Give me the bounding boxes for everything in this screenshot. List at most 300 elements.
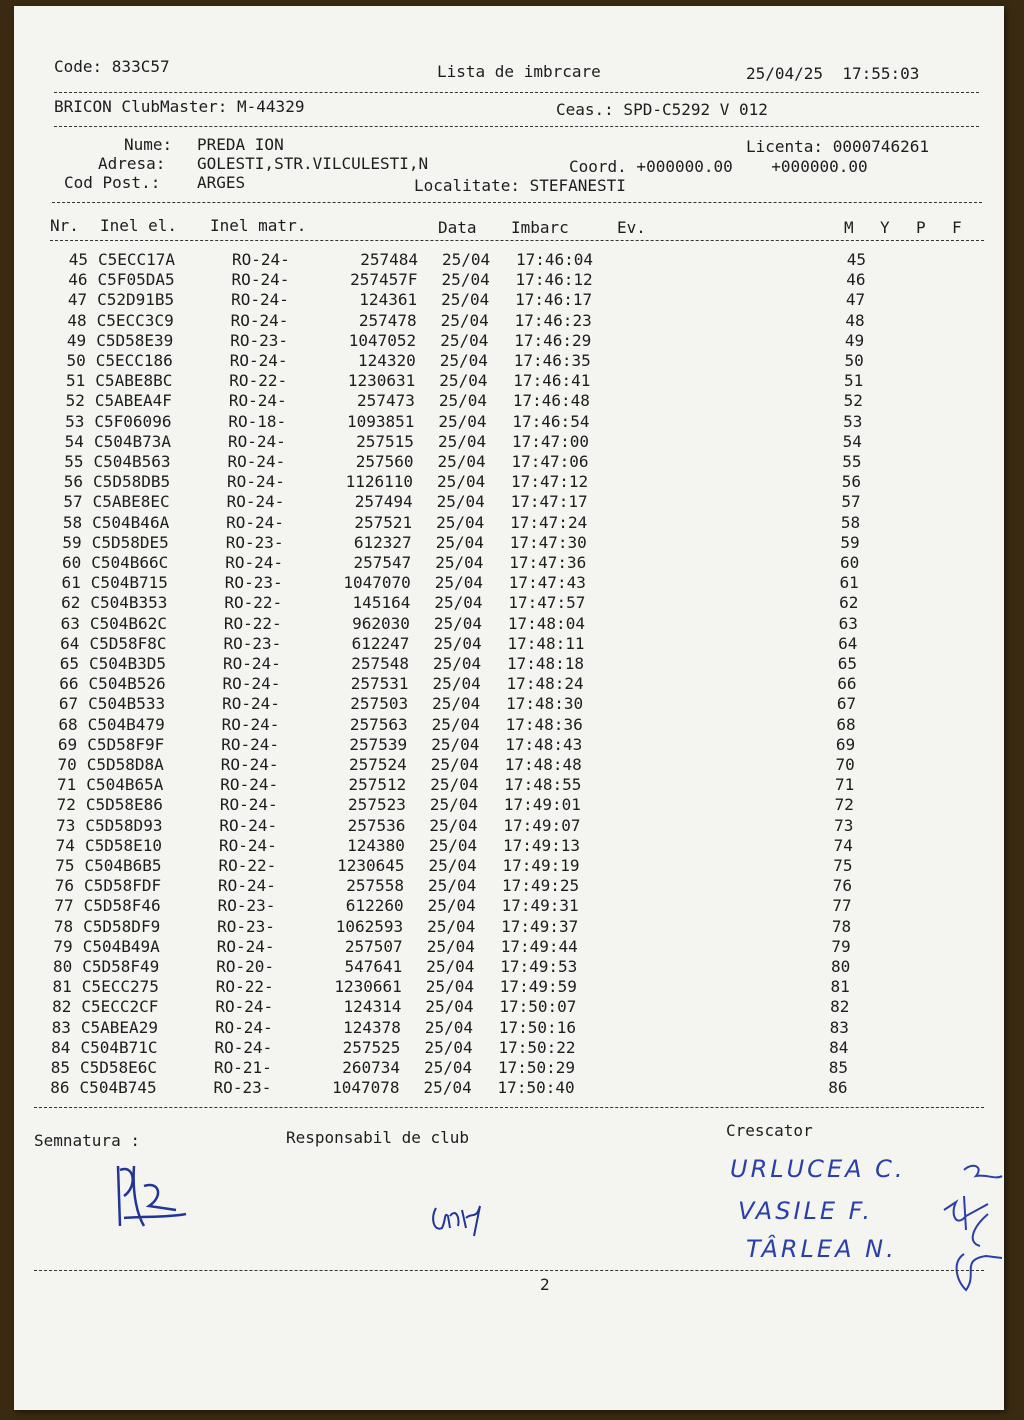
embark-time: 17:49:59 [499,977,577,997]
table-row [50,694,890,714]
embark-date: 25/04 [423,1078,472,1098]
embark-date: 25/04 [424,1037,473,1057]
ring-number: 1230631 [347,371,416,391]
table-row [57,391,897,411]
position-m: 53 [843,411,863,431]
embark-time: 17:47:06 [511,452,589,471]
electronic-ring: C5ECC275 [81,977,159,997]
table-row [56,412,896,432]
position-m: 56 [841,472,862,492]
embark-time: 17:49:19 [502,856,580,875]
table-row [46,896,886,916]
col-f: F [952,218,962,237]
ring-prefix: RO-23- [217,896,276,916]
row-number: 51 [66,371,86,391]
table-row [47,816,887,836]
ring-prefix: RO-22- [229,371,288,391]
position-m: 52 [843,391,863,411]
row-number: 81 [52,977,72,997]
embark-date: 25/04 [434,593,483,613]
divider [54,126,979,127]
electronic-ring: C504B745 [79,1078,157,1098]
embark-date: 25/04 [430,755,479,774]
table-row [47,836,887,856]
electronic-ring: C504B563 [93,452,171,471]
position-m: 60 [839,553,860,572]
ring-prefix: RO-24- [227,472,285,492]
ring-prefix: RO-24- [215,997,274,1017]
position-m: 82 [830,997,850,1017]
electronic-ring: C5D58DF9 [83,916,161,936]
position-m: 64 [838,633,858,653]
table-row [44,977,884,997]
ring-number: 257531 [350,674,409,694]
table-row [60,250,900,270]
table-row [48,795,888,815]
electronic-ring: C5ABEA29 [80,1017,158,1037]
position-m: 70 [835,755,855,774]
ring-number: 1047070 [343,573,411,593]
embark-date: 25/04 [424,1058,473,1077]
embark-time: 17:48:30 [506,694,584,714]
embark-time: 17:49:25 [502,876,580,896]
embark-date: 25/04 [433,613,483,633]
col-y: Y [880,218,890,237]
ring-prefix: RO-21- [214,1058,272,1077]
embark-time: 17:50:22 [498,1037,576,1057]
table-row [50,715,890,735]
embark-time: 17:49:07 [503,815,581,835]
table-row [56,432,896,452]
electronic-ring: C5D58D93 [85,815,163,835]
ring-number: 257560 [355,452,414,471]
document-title: Lista de imbrcare [437,62,601,81]
electronic-ring: C5ABE8EC [92,492,170,512]
electronic-ring: C5D58F49 [82,957,160,976]
ring-number: 547641 [344,957,403,976]
postal-code: ARGES [197,173,246,192]
position-m: 47 [845,290,866,310]
table-row [53,553,893,573]
embark-time: 17:46:17 [515,290,593,310]
embark-time: 17:50:40 [497,1078,575,1098]
position-m: 66 [837,674,857,694]
ring-number: 612260 [345,896,404,916]
ring-number: 1047078 [332,1078,400,1098]
embark-date: 25/04 [438,411,487,431]
row-number: 72 [56,795,76,815]
embark-time: 17:49:31 [501,896,579,916]
electronic-ring: C504B49A [82,936,160,956]
electronic-ring: C504B66C [91,553,169,572]
ring-number: 257525 [342,1037,401,1057]
ring-number: 124378 [343,1017,401,1037]
embark-time: 17:47:24 [510,512,588,532]
electronic-ring: C5D58FDF [84,876,162,896]
table-row [43,1018,883,1038]
position-m: 77 [832,896,852,916]
row-number: 71 [57,775,77,795]
electronic-ring: C5ABE8BC [95,371,173,391]
nume-label: Nume: [124,135,173,154]
col-inel-el: Inel el. [100,216,178,235]
club-responsible-label: Responsabil de club [286,1128,470,1147]
signature-left [104,1156,194,1236]
row-number: 65 [59,654,79,673]
clock-id: Ceas.: SPD-C5292 V 012 [556,100,768,119]
ring-number: 1230661 [334,977,402,997]
ring-number: 124314 [343,997,402,1017]
embark-date: 25/04 [430,775,479,795]
embark-time: 17:48:55 [504,775,582,795]
position-m: 59 [840,532,860,552]
row-number: 52 [65,391,85,411]
embark-time: 17:46:29 [514,330,592,350]
electronic-ring: C5D58E39 [96,330,174,350]
row-number: 83 [51,1017,71,1037]
ring-prefix: RO-24- [214,1017,273,1037]
embark-time: 17:46:12 [515,270,593,290]
electronic-ring: C504B533 [88,694,166,714]
ring-number: 124380 [347,835,405,855]
position-m: 83 [829,1017,849,1037]
electronic-ring: C5D58DB5 [93,472,171,492]
position-m: 58 [840,512,861,532]
position-m: 73 [834,815,854,835]
embark-date: 25/04 [427,916,476,936]
embark-date: 25/04 [428,856,477,875]
ring-prefix: RO-18- [228,411,287,431]
position-m: 67 [836,694,857,714]
embark-date: 25/04 [439,351,488,370]
codpost-label: Cod Post.: [64,173,161,192]
embark-date: 25/04 [428,876,477,896]
position-m: 62 [839,593,859,613]
position-m: 76 [832,876,853,896]
table-row [51,654,891,674]
embark-date: 25/04 [435,553,484,572]
embark-time: 17:48:18 [507,654,585,673]
ring-number: 257494 [354,492,413,512]
position-m: 54 [842,431,862,451]
signature-label: Semnatura : [34,1131,140,1150]
embark-time: 17:48:04 [507,613,585,633]
club-master: BRICON ClubMaster: M-44329 [54,97,305,116]
electronic-ring: C504B73A [93,431,171,451]
ring-number: 257524 [348,755,407,774]
table-row [46,876,886,896]
table-row [53,573,893,593]
embark-date: 25/04 [437,472,486,492]
ring-number: 257547 [353,553,412,572]
embark-date: 25/04 [437,452,486,471]
ring-number: 257521 [354,512,413,532]
ring-prefix: RO-24- [219,815,278,835]
position-m: 81 [830,977,850,997]
row-number: 63 [60,613,80,633]
row-number: 56 [63,472,84,492]
ring-number: 1126110 [345,472,414,492]
embark-date: 25/04 [429,795,479,815]
ring-number: 257507 [344,936,403,956]
embark-time: 17:49:53 [500,957,578,976]
position-m: 84 [829,1037,849,1057]
divider [50,240,984,241]
ring-number: 124361 [359,290,418,310]
col-m: M [844,218,854,237]
ring-prefix: RO-24- [220,775,279,795]
ring-prefix: RO-23- [224,573,283,593]
print-datetime: 25/04/25 17:55:03 [746,64,920,83]
embark-time: 17:48:36 [505,714,583,734]
position-m: 57 [841,492,861,512]
position-m: 79 [831,936,851,956]
electronic-ring: C5ECC3C9 [96,310,174,330]
electronic-ring: C504B62C [89,613,167,633]
row-number: 74 [55,835,75,855]
electronic-ring: C504B526 [88,674,166,694]
col-inel-matr: Inel matr. [210,216,307,235]
embark-date: 25/04 [440,310,489,330]
row-number: 45 [68,250,88,269]
electronic-ring: C504B715 [90,573,168,593]
adresa-label: Adresa: [98,154,166,173]
electronic-ring: C5D58DE5 [91,532,169,552]
ring-number: 1062593 [335,916,404,936]
embark-time: 17:46:54 [512,411,590,431]
embark-time: 17:48:24 [506,674,584,694]
ring-number: 1093851 [346,411,415,431]
embark-time: 17:48:43 [505,734,583,754]
row-number: 53 [65,411,85,431]
coordinates: Coord. +000000.00 +000000.00 [569,157,868,176]
ring-number: 145164 [352,593,411,613]
row-number: 47 [67,290,88,310]
table-row [60,270,900,290]
embark-date: 25/04 [442,250,491,269]
embark-date: 25/04 [441,290,490,310]
embark-date: 25/04 [426,957,475,976]
ring-prefix: RO-24- [221,714,280,734]
embark-date: 25/04 [428,835,478,855]
embark-date: 25/04 [427,896,476,916]
table-row [51,674,891,694]
embark-date: 25/04 [432,694,481,714]
electronic-ring: C5F06096 [94,411,172,431]
breeder-signatures [926,1156,1004,1296]
position-m: 75 [833,856,853,875]
electronic-ring: C504B479 [87,714,165,734]
ring-number: 257515 [356,431,414,451]
table-row [49,755,889,775]
ring-prefix: RO-24- [226,512,284,532]
ring-prefix: RO-24- [218,876,276,896]
ring-prefix: RO-24- [222,674,281,694]
table-row [48,775,888,795]
row-number: 85 [50,1058,70,1077]
divider [52,202,982,203]
embark-time: 17:47:36 [509,553,587,572]
ring-number: 260734 [342,1058,400,1077]
row-number: 78 [53,916,74,936]
ring-prefix: RO-23- [223,633,282,653]
table-row [44,957,884,977]
embark-time: 17:49:13 [502,835,580,855]
table-row [58,351,898,371]
electronic-ring: C504B46A [92,512,170,532]
ring-prefix: RO-24- [232,250,290,269]
electronic-ring: C52D91B5 [97,290,175,310]
ring-prefix: RO-24- [231,270,290,290]
row-number: 48 [67,310,87,330]
electronic-ring: C5ABEA4F [94,391,172,411]
ring-prefix: RO-23- [225,532,284,552]
col-ev: Ev. [617,218,646,237]
position-m: 61 [839,573,859,593]
table-row [51,634,891,654]
embark-date: 25/04 [425,997,474,1017]
row-number: 86 [50,1078,70,1098]
ring-prefix: RO-23- [217,916,275,936]
position-m: 46 [846,270,866,290]
ring-number: 257536 [347,815,406,835]
ring-prefix: RO-24- [223,654,281,673]
embark-time: 17:46:41 [513,371,591,391]
table-row [45,917,885,937]
table-row [49,735,889,755]
table-row [42,1058,882,1078]
embark-date: 25/04 [431,734,480,754]
electronic-ring: C5D58E10 [84,835,162,855]
table-row [52,614,892,634]
row-number: 82 [52,997,72,1017]
row-number: 79 [53,936,73,956]
table-row [52,593,892,613]
row-number: 69 [57,734,78,754]
row-number: 55 [64,452,84,471]
embark-time: 17:48:48 [504,755,582,774]
breeder-name-1: URLUCEA C. [730,1155,906,1183]
embark-time: 17:47:12 [511,472,589,492]
electronic-ring: C5ECC186 [95,351,173,370]
electronic-ring: C5D58E6C [80,1058,158,1077]
row-number: 80 [52,957,73,976]
ring-prefix: RO-24- [218,835,277,855]
embark-date: 25/04 [440,330,489,350]
electronic-ring: C5ECC17A [98,250,176,269]
embark-time: 17:49:01 [503,795,581,815]
breeder-name-3: TÂRLEA N. [746,1235,897,1263]
ring-number: 257523 [348,795,406,815]
position-m: 50 [844,351,864,370]
embark-date: 25/04 [436,492,485,512]
signature-club [428,1198,488,1238]
col-imbarc: Imbarc [511,218,569,237]
ring-number: 257478 [358,310,417,330]
row-number: 49 [66,330,87,350]
ring-prefix: RO-22- [223,613,282,633]
position-m: 86 [828,1078,848,1098]
position-m: 48 [845,310,865,330]
table-row [42,1038,882,1058]
table-row [55,492,895,512]
row-number: 77 [54,896,74,916]
embark-time: 17:46:35 [513,351,591,370]
embark-date: 25/04 [441,270,490,290]
row-number: 73 [56,815,76,835]
position-m: 68 [836,714,856,734]
breeder-label: Crescator [726,1121,813,1140]
ring-prefix: RO-23- [213,1078,272,1098]
table-row [42,1078,882,1098]
divider [34,1107,984,1108]
electronic-ring: C5D58F46 [83,896,161,916]
electronic-ring: C504B65A [86,775,164,795]
row-number: 58 [62,512,83,532]
embark-time: 17:49:44 [500,936,578,956]
ring-prefix: RO-24- [220,755,279,774]
ring-number: 612247 [351,633,410,653]
page-number: 2 [540,1275,550,1294]
position-m: 85 [828,1058,848,1077]
electronic-ring: C5F05DA5 [97,270,175,290]
col-nr: Nr. [50,216,79,235]
table-row [57,371,897,391]
position-m: 55 [842,452,862,471]
table-row [47,856,887,876]
owner-address: GOLESTI,STR.VILCULESTI,N [197,154,429,173]
row-number: 54 [64,431,84,451]
embark-time: 17:46:48 [512,391,590,411]
ring-number: 257473 [357,391,415,411]
code-label: Code: 833C57 [54,57,170,76]
row-number: 66 [59,674,79,694]
ring-number: 1230645 [337,856,405,875]
ring-number: 257539 [349,734,408,754]
embark-date: 25/04 [438,391,488,411]
ring-prefix: RO-24- [227,452,286,471]
electronic-ring: C504B71C [80,1037,158,1057]
ring-prefix: RO-24- [219,795,278,815]
printed-sheet [14,6,1004,1410]
owner-name: PREDA ION [197,135,284,154]
position-m: 49 [844,330,865,350]
breeder-name-2: VASILE F. [738,1197,874,1225]
embark-time: 17:47:43 [508,573,586,593]
position-m: 51 [844,371,864,391]
electronic-ring: C504B6B5 [84,856,162,875]
ring-prefix: RO-24- [221,734,279,754]
ring-prefix: RO-22- [215,977,274,997]
embark-time: 17:47:17 [510,492,588,512]
ring-prefix: RO-24- [216,936,275,956]
ring-number: 257457F [350,270,418,290]
embark-date: 25/04 [433,633,482,653]
ring-number: 962030 [352,613,410,633]
electronic-ring: C5D58E86 [85,795,163,815]
position-m: 74 [833,835,853,855]
embark-time: 17:50:16 [498,1017,576,1037]
ring-number: 257484 [360,250,418,269]
row-number: 61 [61,573,81,593]
table-row [43,997,883,1017]
ring-prefix: RO-24- [227,431,286,451]
embark-time: 17:49:37 [501,916,579,936]
position-m: 71 [835,775,855,795]
row-number: 60 [61,553,82,572]
embark-date: 25/04 [432,674,481,694]
row-number: 57 [63,492,83,512]
